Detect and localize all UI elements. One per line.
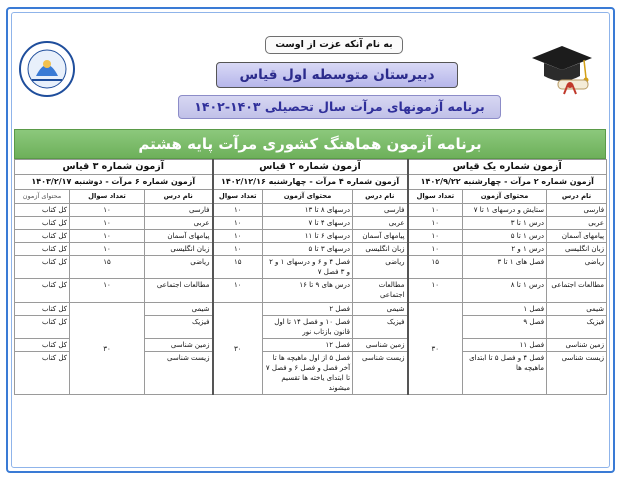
table-row xyxy=(15,303,607,316)
cell-content: کل کتاب xyxy=(15,204,70,217)
cell-subject: زیست شناسی xyxy=(145,352,213,395)
exam-2-title: آزمون شماره ۲ قیاس xyxy=(213,160,408,175)
cell-count: ۱۰ xyxy=(70,243,145,256)
cell-count: ۱۰ xyxy=(213,204,263,217)
exam-3-title: آزمون شماره ۳ قیاس xyxy=(15,160,213,175)
column-header-subject: نام درس xyxy=(145,190,213,204)
column-header-content: محتوای آزمون xyxy=(263,190,353,204)
cell-content: فصل های ۱ تا ۳ xyxy=(463,256,547,279)
cell-content: کل کتاب xyxy=(15,303,70,316)
exam-schedule-table xyxy=(14,159,606,395)
column-header-count: تعداد سوال xyxy=(213,190,263,204)
cell-subject: شیمی xyxy=(547,303,607,316)
cell-count: ۱۰ xyxy=(70,279,145,303)
banner-title: برنامه آزمون هماهنگ کشوری مرآت پایه هشتم xyxy=(14,129,606,159)
cell-content: درس ۱ تا ۵ xyxy=(463,230,547,243)
cell-content: کل کتاب xyxy=(15,316,70,339)
cell-content: کل کتاب xyxy=(15,279,70,303)
column-header-subject: نام درس xyxy=(547,190,607,204)
cell-content: درس ۱ تا ۳ xyxy=(463,217,547,230)
cell-subject: ریاضی xyxy=(145,256,213,279)
exam-2-date: آزمون شماره ۴ مرآت - چهارشنبه ۱۴۰۲/۱۲/۱۶ xyxy=(213,175,408,190)
cell-content: کل کتاب xyxy=(15,243,70,256)
cell-subject: مطالعات اجتماعی xyxy=(353,279,408,303)
cell-content: کل کتاب xyxy=(15,339,70,352)
cell-content: فصل ۹ xyxy=(463,316,547,339)
table-row xyxy=(15,243,607,256)
cell-count: ۱۰ xyxy=(213,230,263,243)
cell-count: ۱۰ xyxy=(70,204,145,217)
cell-subject: ریاضی xyxy=(547,256,607,279)
cell-count: ۱۰ xyxy=(70,230,145,243)
cell-subject: عربی xyxy=(547,217,607,230)
cell-subject: فارسی xyxy=(353,204,408,217)
cell-subject: فیزیک xyxy=(145,316,213,339)
cell-content: فصل ۱۰ و فصل ۱۴ تا اول قانون بازتاب نور xyxy=(263,316,353,339)
table-row xyxy=(15,279,607,303)
exam-1-title: آزمون شماره یک قیاس xyxy=(408,160,607,175)
cell-subject: فیزیک xyxy=(547,316,607,339)
table-row xyxy=(15,256,607,279)
cell-subject: عربی xyxy=(145,217,213,230)
cell-subject: زبان انگلیسی xyxy=(145,243,213,256)
cell-count: ۱۵ xyxy=(213,256,263,279)
cell-content: کل کتاب xyxy=(15,256,70,279)
graduation-cap-icon xyxy=(528,38,596,98)
cell-subject: عربی xyxy=(353,217,408,230)
cell-subject: پیامهای آسمان xyxy=(353,230,408,243)
cell-subject: مطالعات اجتماعی xyxy=(547,279,607,303)
column-header-content: محتوای آزمون xyxy=(15,190,70,204)
cell-content: کل کتاب xyxy=(15,217,70,230)
table-row xyxy=(15,230,607,243)
cell-count: ۳۰ xyxy=(70,303,145,395)
cell-content: فصل ۵ از اول ماهیچه ها تا آخر فصل و فصل ۶ و فصل ۷ تا ابتدای یاخته ها تقسیم میشوند xyxy=(263,352,353,395)
cell-count: ۳۰ xyxy=(408,303,463,395)
exam-3-date: آزمون شماره ۶ مرآت - دوشنبه ۱۴۰۳/۲/۱۷ xyxy=(15,175,213,190)
cell-content: کل کتاب xyxy=(15,230,70,243)
column-header-content: محتوای آزمون xyxy=(463,190,547,204)
table-row xyxy=(15,217,607,230)
cell-subject: زیست شناسی xyxy=(353,352,408,395)
cell-subject: زبان انگلیسی xyxy=(353,243,408,256)
cell-subject: زمین شناسی xyxy=(547,339,607,352)
cell-content: درس ۱ تا ۸ xyxy=(463,279,547,303)
column-header-count: تعداد سوال xyxy=(70,190,145,204)
cell-content: فصل ۲ xyxy=(263,303,353,316)
cell-subject: پیامهای آسمان xyxy=(547,230,607,243)
cell-count: ۱۰ xyxy=(408,230,463,243)
invocation-text: به نام آنکه عزت از اوست xyxy=(265,36,403,54)
cell-count: ۱۰ xyxy=(213,243,263,256)
cell-content: درسهای ۴ تا ۷ xyxy=(263,217,353,230)
program-title: برنامه آزمونهای مرآت سال تحصیلی ۱۴۰۳-۱۴۰۲ xyxy=(178,95,501,119)
cell-content: فصل ۱۱ xyxy=(463,339,547,352)
cell-content: فصل ۱ xyxy=(463,303,547,316)
cell-subject: زبان انگلیسی xyxy=(547,243,607,256)
cell-subject: فارسی xyxy=(547,204,607,217)
cell-count: ۱۰ xyxy=(408,243,463,256)
exam-1-date: آزمون شماره ۲ مرآت - چهارشنبه ۱۴۰۲/۹/۲۲ xyxy=(408,175,607,190)
cell-subject: فیزیک xyxy=(353,316,408,339)
cell-subject: زمین شناسی xyxy=(353,339,408,352)
cell-content: درسهای ۳ تا ۵ xyxy=(263,243,353,256)
cell-count: ۱۵ xyxy=(70,256,145,279)
cell-content: فصل ۱۲ xyxy=(263,339,353,352)
cell-content: کل کتاب xyxy=(15,352,70,395)
school-logo xyxy=(18,40,76,98)
table-row xyxy=(15,204,607,217)
cell-count: ۱۰ xyxy=(213,279,263,303)
cell-count: ۱۰ xyxy=(408,279,463,303)
cell-subject: ریاضی xyxy=(353,256,408,279)
cell-count: ۱۵ xyxy=(408,256,463,279)
cell-count: ۱۰ xyxy=(408,217,463,230)
school-name: دبیرستان متوسطه اول قیاس xyxy=(216,62,458,88)
column-header-subject: نام درس xyxy=(353,190,408,204)
cell-content: فصل ۴ و فصل ۵ تا ابتدای ماهیچه ها xyxy=(463,352,547,395)
cell-count: ۱۰ xyxy=(408,204,463,217)
cell-content: درسهای ۶ تا ۱۱ xyxy=(263,230,353,243)
cell-subject: پیامهای آسمان xyxy=(145,230,213,243)
cell-subject: زمین شناسی xyxy=(145,339,213,352)
cell-subject: فارسی xyxy=(145,204,213,217)
cell-subject: مطالعات اجتماعی xyxy=(145,279,213,303)
cell-subject: زیست شناسی xyxy=(547,352,607,395)
cell-subject: شیمی xyxy=(353,303,408,316)
cell-content: ستایش و درسهای ۱ تا ۷ xyxy=(463,204,547,217)
cell-content: درسهای ۸ تا ۱۳ xyxy=(263,204,353,217)
cell-count: ۳۰ xyxy=(213,303,263,395)
cell-content: درس ۱ و ۲ xyxy=(463,243,547,256)
cell-content: فصل ۴ و ۶ و درسهای ۱ و ۲ و ۳ فصل ۷ xyxy=(263,256,353,279)
column-header-count: تعداد سوال xyxy=(408,190,463,204)
cell-count: ۱۰ xyxy=(70,217,145,230)
cell-subject: شیمی xyxy=(145,303,213,316)
cell-count: ۱۰ xyxy=(213,217,263,230)
cell-content: درس های ۹ تا ۱۶ xyxy=(263,279,353,303)
